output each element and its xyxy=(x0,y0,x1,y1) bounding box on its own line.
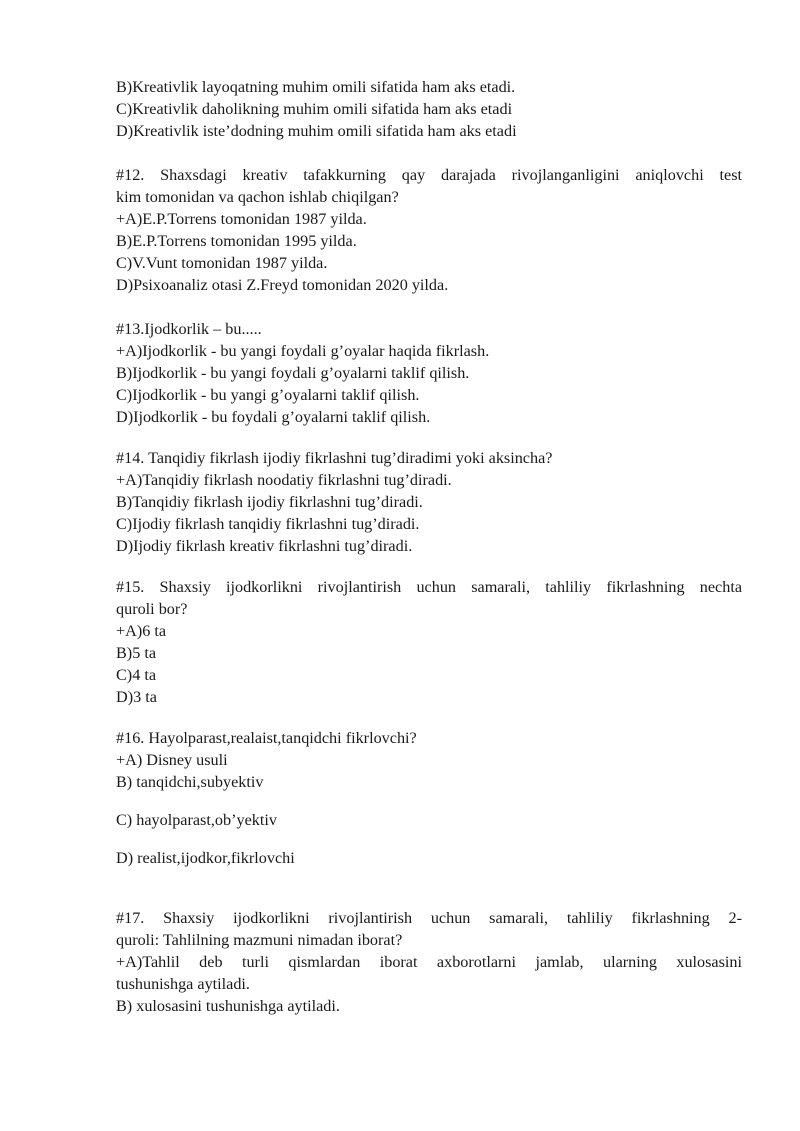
question-12-text: #12. Shaxsdagi kreativ tafakkurning qay darajada rivojlanganligini aniqlovchi test xyxy=(116,166,742,184)
question-14-option-d: D)Ijodiy fikrlash kreativ fikrlashni tug’diradi. xyxy=(116,537,413,555)
question-16-option-a: +A) Disney usuli xyxy=(116,751,228,769)
question-12-option-c: C)V.Vunt tomonidan 1987 yilda. xyxy=(116,254,328,272)
question-17-option-b: B) xulosasini tushunishga aytiladi. xyxy=(116,997,340,1015)
question-12-option-a: +A)E.P.Torrens tomonidan 1987 yilda. xyxy=(116,210,367,228)
question-14-option-b: B)Tanqidiy fikrlash ijodiy fikrlashni tug’diradi. xyxy=(116,493,423,511)
question-16-option-c: C) hayolparast,ob’yektiv xyxy=(116,811,277,829)
question-12-option-b: B)E.P.Torrens tomonidan 1995 yilda. xyxy=(116,232,357,250)
option-b-prev: B)Kreativlik layoqatning muhim omili sifatida ham aks etadi. xyxy=(116,78,516,96)
question-15-option-a: +A)6 ta xyxy=(116,622,167,640)
question-15-text-cont: quroli bor? xyxy=(116,600,188,618)
question-15-option-d: D)3 ta xyxy=(116,688,157,706)
question-15-text: #15. Shaxsiy ijodkorlikni rivojlantirish uchun samarali, tahliliy fikrlashning nechta xyxy=(116,578,742,596)
question-16-option-d: D) realist,ijodkor,fikrlovchi xyxy=(116,849,295,867)
question-16-text: #16. Hayolparast,realaist,tanqidchi fikrlovchi? xyxy=(116,729,417,747)
question-12-text-cont: kim tomonidan va qachon ishlab chiqilgan? xyxy=(116,188,399,206)
question-17-option-a: +A)Tahlil deb turli qismlardan iborat axborotlarni jamlab, ularning xulosasini xyxy=(116,953,742,971)
question-13-option-a: +A)Ijodkorlik - bu yangi foydali g’oyalar haqida fikrlash. xyxy=(116,342,490,360)
question-16-option-b: B) tanqidchi,subyektiv xyxy=(116,773,264,791)
question-12-option-d: D)Psixoanaliz otasi Z.Freyd tomonidan 2020 yilda. xyxy=(116,276,449,294)
question-17-option-a-cont: tushunishga aytiladi. xyxy=(116,975,250,993)
question-13-option-d: D)Ijodkorlik - bu foydali g’oyalarni taklif qilish. xyxy=(116,408,431,426)
question-14-option-a: +A)Tanqidiy fikrlash noodatiy fikrlashni tug’diradi. xyxy=(116,471,452,489)
option-c-prev: C)Kreativlik daholikning muhim omili sifatida ham aks etadi xyxy=(116,100,513,118)
question-14-option-c: C)Ijodiy fikrlash tanqidiy fikrlashni tug’diradi. xyxy=(116,515,420,533)
question-13-text: #13.Ijodkorlik – bu..... xyxy=(116,320,262,338)
question-17-text-cont: quroli: Tahlilning mazmuni nimadan iborat? xyxy=(116,931,403,949)
question-17-text: #17. Shaxsiy ijodkorlikni rivojlantirish uchun samarali, tahliliy fikrlashning 2- xyxy=(116,909,742,927)
question-14-text: #14. Tanqidiy fikrlash ijodiy fikrlashni tug’diradimi yoki aksincha? xyxy=(116,449,553,467)
option-d-prev: D)Kreativlik iste’dodning muhim omili sifatida ham aks etadi xyxy=(116,122,517,140)
question-15-option-c: C)4 ta xyxy=(116,666,157,684)
question-13-option-c: C)Ijodkorlik - bu yangi g’oyalarni taklif qilish. xyxy=(116,386,420,404)
question-15-option-b: B)5 ta xyxy=(116,644,157,662)
question-13-option-b: B)Ijodkorlik - bu yangi foydali g’oyalarni taklif qilish. xyxy=(116,364,470,382)
